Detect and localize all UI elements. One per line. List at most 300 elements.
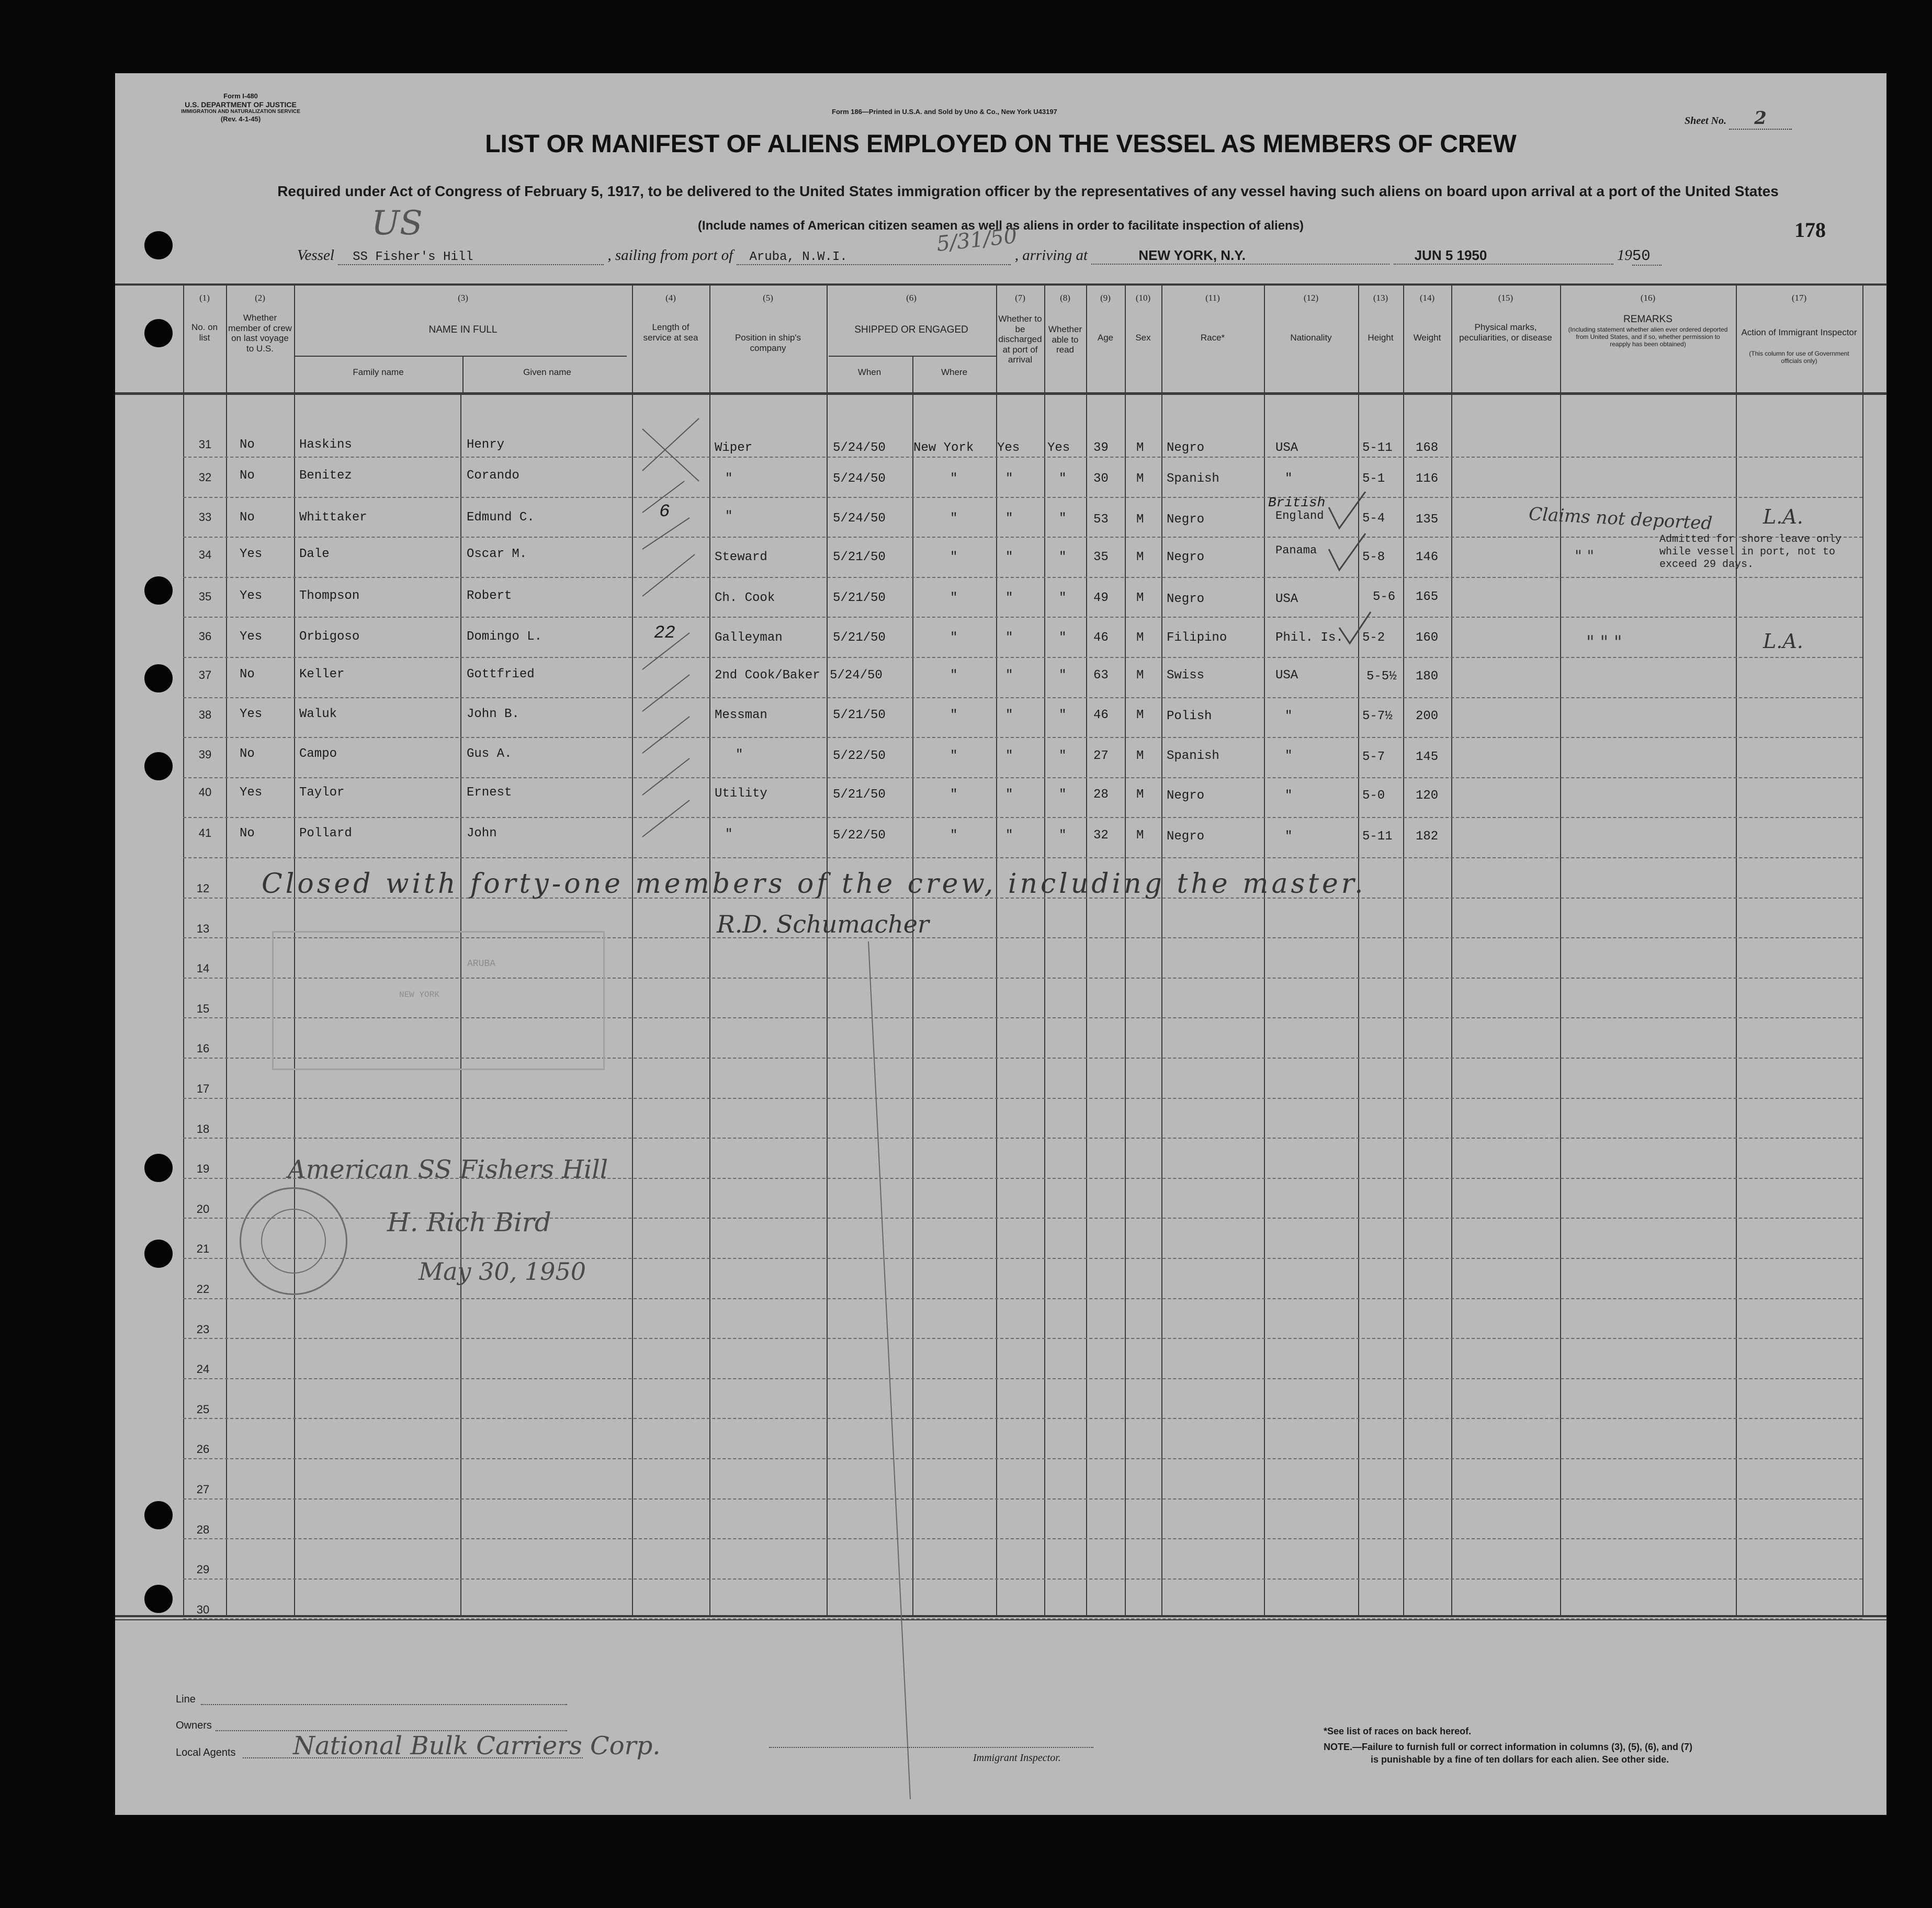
include-note: (Include names of American citizen seamen as well as aliens in order to facilitate inspection of aliens) [697, 219, 1304, 233]
vessel-label: Vessel [297, 247, 334, 264]
shipped-when: 5/24/50 [830, 668, 883, 683]
punch-hole-icon [144, 752, 173, 780]
crew-last-voyage: No [240, 438, 255, 452]
discharged: " [1005, 788, 1013, 802]
race: Negro [1167, 550, 1205, 564]
age: 46 [1093, 631, 1109, 645]
table-bottom-border [115, 1615, 1886, 1617]
discharged: " [1005, 472, 1013, 486]
race: Polish [1167, 709, 1212, 723]
check-mark [642, 675, 690, 711]
crew-last-voyage: No [240, 826, 255, 841]
shipped-when: 5/22/50 [833, 749, 886, 763]
row-rule [183, 1298, 1862, 1299]
sex: M [1136, 828, 1144, 843]
punch-hole-icon [144, 319, 173, 347]
column-number: (14) [1419, 293, 1435, 303]
service-length: 22 [654, 623, 675, 643]
inspector-label: Immigrant Inspector. [973, 1752, 1061, 1764]
sex: M [1136, 668, 1144, 683]
header-weight: Weight [1413, 333, 1441, 343]
punch-hole-icon [144, 231, 173, 259]
sex: M [1136, 631, 1144, 645]
row-number: 37 [198, 668, 212, 682]
header-physical-marks: Physical marks, peculiarities, or disease [1459, 322, 1552, 343]
position: Utility [715, 787, 767, 801]
weight: 120 [1416, 789, 1439, 803]
race: Filipino [1167, 631, 1227, 645]
line-number: 15 [196, 1002, 210, 1015]
age: 53 [1093, 513, 1109, 527]
column-number: (12) [1303, 293, 1319, 303]
subtitle: Required under Act of Congress of February 5, 1917, to be delivered to the United States immigration officer by the representatives of any vessel having such aliens on board upon arrival at a port of the United States [277, 183, 1779, 199]
weight: 160 [1416, 631, 1439, 645]
given-name: Corando [467, 469, 519, 483]
column-divider [709, 283, 710, 1617]
column-number: (6) [906, 293, 917, 303]
header-able-to-read: Whether able to read [1048, 324, 1082, 355]
able-to-read: Yes [1047, 441, 1070, 455]
footer-line-field [201, 1704, 567, 1705]
weight: 200 [1416, 709, 1439, 723]
punch-hole-icon [144, 1585, 173, 1613]
height: 5-7½ [1362, 709, 1393, 723]
age: 28 [1093, 788, 1109, 802]
family-name: Haskins [299, 438, 352, 452]
line-number: 25 [196, 1403, 210, 1416]
form-id-block [178, 92, 303, 123]
handwritten-date: 5/31/50 [935, 224, 1019, 256]
service-check-marks [632, 398, 709, 847]
remark-claims-not-deported: Claims not deported [1528, 503, 1713, 535]
able-to-read: " [1059, 591, 1067, 605]
given-name: Gottfried [467, 667, 535, 682]
family-name: Benitez [299, 469, 352, 483]
sailing-label: , sailing from port of [607, 247, 733, 264]
height: 5-11 [1362, 441, 1393, 455]
race: Negro [1167, 592, 1205, 606]
vessel-name: SS Fisher's Hill [338, 250, 604, 265]
able-to-read: " [1059, 788, 1067, 802]
shipped-where: " [950, 668, 958, 683]
shipped-when: 5/21/50 [833, 788, 886, 802]
us-mark: US [371, 204, 423, 243]
row-number: 34 [198, 548, 212, 561]
position: 2nd Cook/Baker [715, 668, 820, 683]
row-rule [183, 1378, 1862, 1379]
position: " [725, 472, 733, 486]
ship-seal [240, 1187, 347, 1295]
shipped-when: 5/21/50 [833, 708, 886, 722]
check-mark [1329, 533, 1365, 570]
discharged: " [1005, 828, 1013, 843]
race: Negro [1167, 789, 1205, 803]
nationality: " [1285, 749, 1293, 763]
crew-last-voyage: Yes [240, 786, 263, 800]
line-number: 29 [196, 1563, 210, 1576]
note-label: NOTE. [1324, 1742, 1353, 1752]
family-name: Whittaker [299, 510, 367, 525]
discharged: " [1005, 512, 1013, 526]
column-divider [827, 283, 828, 1617]
row-rule [183, 817, 1862, 818]
given-name: Oscar M. [467, 547, 527, 561]
able-to-read: " [1059, 550, 1067, 564]
fine-note [1324, 1742, 1692, 1753]
column-number: (5) [763, 293, 773, 303]
remark-ditto-36: " " " [1586, 632, 1622, 653]
port-from: Aruba, N.W.I. [737, 250, 1011, 265]
nationality-note: British [1268, 495, 1326, 510]
header-remarks: REMARKS [1623, 314, 1673, 325]
given-name: Henry [467, 438, 505, 452]
shipped-where: " [950, 749, 958, 763]
row-rule [183, 1538, 1862, 1539]
line-number: 30 [196, 1603, 210, 1616]
check-mark [642, 418, 699, 471]
line-number: 16 [196, 1042, 210, 1055]
check-mark [642, 717, 690, 753]
family-name: Pollard [299, 826, 352, 841]
position: Wiper [715, 441, 753, 455]
row-number: 32 [198, 471, 212, 484]
sex: M [1136, 550, 1144, 564]
age: 46 [1093, 708, 1109, 722]
line-number: 21 [196, 1242, 210, 1255]
shipped-when: 5/21/50 [833, 631, 886, 645]
column-number: (11) [1205, 293, 1220, 303]
inspector-action-36: L.A. [1763, 630, 1803, 653]
column-divider [1044, 283, 1045, 1617]
column-divider [1403, 283, 1404, 1617]
weight: 168 [1416, 441, 1439, 455]
crew-last-voyage: No [240, 667, 255, 682]
check-mark [1329, 492, 1365, 528]
header-where: Where [941, 367, 968, 377]
remark-line: while vessel in port, not to [1659, 546, 1836, 558]
service-length: 6 [659, 502, 670, 522]
nationality: England [1275, 509, 1324, 523]
header-when: When [857, 367, 882, 377]
height: 5-7 [1362, 750, 1385, 764]
race: Spanish [1167, 472, 1219, 486]
master-signature: H. Rich Bird [387, 1207, 551, 1237]
shipped-where: " [950, 788, 958, 802]
discharged: " [1005, 668, 1013, 683]
arriving-label: , arriving at [1014, 247, 1088, 264]
race: Negro [1167, 441, 1205, 455]
nationality: USA [1275, 441, 1298, 455]
shipped-when: 5/21/50 [833, 550, 886, 564]
remark-ditto-34: " " [1575, 547, 1595, 565]
table-bottom-border-2 [115, 1619, 1886, 1620]
race: Swiss [1167, 668, 1205, 683]
age: 35 [1093, 550, 1109, 564]
line-number: 13 [196, 922, 210, 935]
sex: M [1136, 513, 1144, 527]
discharged: Yes [997, 441, 1020, 455]
column-number: (10) [1135, 293, 1151, 303]
header-shipped-or-engaged: SHIPPED OR ENGAGED [854, 324, 968, 335]
races-note: *See list of races on back hereof. [1324, 1726, 1472, 1736]
sheet-number-block [1685, 108, 1792, 130]
stamp-text: ARUBA [467, 959, 496, 969]
row-rule [183, 577, 1862, 578]
column-divider [1451, 283, 1452, 1617]
row-rule [183, 1098, 1862, 1099]
sex: M [1136, 708, 1144, 722]
header-action-of-inspector: Action of Immigrant Inspector [1741, 327, 1857, 337]
row-rule [183, 697, 1862, 698]
check-mark [642, 554, 695, 596]
stray-line-stroke [868, 941, 910, 1799]
closing-signature: R.D. Schumacher [717, 910, 929, 938]
vessel-signature: American SS Fishers Hill [288, 1155, 608, 1184]
shipped-when: 5/22/50 [833, 828, 886, 843]
check-mark [642, 633, 690, 669]
height: 5-1 [1362, 472, 1385, 486]
sex: M [1136, 749, 1144, 763]
column-divider [226, 283, 227, 1617]
height: 5-8 [1362, 550, 1385, 564]
row-rule [183, 537, 1862, 538]
nationality: USA [1275, 668, 1298, 683]
able-to-read: " [1059, 512, 1067, 526]
column-number: (15) [1498, 293, 1513, 303]
line-number: 12 [196, 882, 210, 895]
footer-agents-value: National Bulk Carriers Corp. [293, 1731, 661, 1761]
closing-statement: Closed with forty-one members of the crew, including the master. [262, 868, 1366, 900]
row-rule [183, 1498, 1862, 1500]
agency-stamp-faded [272, 931, 605, 1070]
column-number: (9) [1100, 293, 1111, 303]
shipped-where: New York [913, 441, 974, 455]
row-number: 35 [198, 590, 212, 603]
remark-shore-leave [1659, 533, 1841, 571]
header-no-on-list: No. on list [191, 322, 218, 343]
shipped-where: " [950, 591, 958, 605]
column-number: (17) [1791, 293, 1807, 303]
row-rule [183, 1138, 1862, 1139]
height: 5-5½ [1366, 669, 1397, 684]
row-rule [183, 1338, 1862, 1339]
crew-last-voyage: Yes [240, 707, 263, 721]
crew-last-voyage: No [240, 747, 255, 761]
position: Galleyman [715, 631, 783, 645]
inspector-action-33: L.A. [1763, 505, 1803, 528]
given-name: Ernest [467, 786, 512, 800]
shipped-when: 5/21/50 [833, 591, 886, 605]
given-name: Robert [467, 589, 512, 603]
line-number: 23 [196, 1323, 210, 1336]
discharged: " [1005, 591, 1013, 605]
stamp-text: NEW YORK [399, 990, 439, 1000]
row-number: 40 [198, 786, 212, 799]
position: " [725, 509, 733, 524]
age: 63 [1093, 668, 1109, 683]
table-top-border [115, 283, 1886, 286]
shipped-where: " [950, 550, 958, 564]
column-divider [183, 283, 184, 1617]
column-divider [1264, 283, 1265, 1617]
nationality: " [1285, 789, 1293, 803]
crew-last-voyage: No [240, 510, 255, 525]
footer-owners-label: Owners [176, 1720, 212, 1731]
crew-last-voyage: No [240, 469, 255, 483]
header-name-in-full: NAME IN FULL [428, 324, 498, 335]
line-number: 22 [196, 1282, 210, 1296]
fine-note-2: is punishable by a fine of ten dollars for each alien. See other side. [1371, 1754, 1669, 1765]
able-to-read: " [1059, 708, 1067, 722]
form-id: Form I-480 [223, 92, 258, 100]
column-divider [1161, 283, 1162, 1617]
page-number: 178 [1794, 218, 1826, 242]
check-mark [642, 518, 690, 549]
arrival-date-stamp: JUN 5 1950 [1394, 247, 1613, 265]
header-height: Height [1368, 333, 1394, 343]
nationality: " [1285, 709, 1293, 723]
height: 5-11 [1362, 830, 1393, 844]
discharged: " [1005, 749, 1013, 763]
discharged: " [1005, 550, 1013, 564]
header-nationality: Nationality [1290, 333, 1332, 343]
inspector-signature-line [769, 1747, 1093, 1748]
column-number: (1) [199, 293, 210, 303]
header-sex: Sex [1135, 333, 1151, 343]
race: Negro [1167, 830, 1205, 844]
header-position: Position in ship's company [735, 333, 801, 353]
race: Spanish [1167, 749, 1219, 763]
column-number: (2) [255, 293, 265, 303]
year-prefix: 19 [1617, 247, 1632, 264]
port-to: NEW YORK, N.Y. [1091, 247, 1389, 265]
column-number: (16) [1640, 293, 1656, 303]
page-title: LIST OR MANIFEST OF ALIENS EMPLOYED ON THE VESSEL AS MEMBERS OF CREW [485, 130, 1517, 158]
line-number: 26 [196, 1443, 210, 1456]
row-rule [183, 497, 1862, 498]
sex: M [1136, 472, 1144, 486]
row-rule [183, 457, 1862, 458]
header-length-of-service: Length of service at sea [643, 322, 698, 343]
revision: (Rev. 4-1-45) [220, 115, 261, 123]
footer-line-label: Line [176, 1694, 196, 1705]
remark-line: exceed 29 days. [1659, 559, 1754, 571]
row-number: 36 [198, 630, 212, 643]
vessel-line [297, 247, 1835, 273]
age: 32 [1093, 828, 1109, 843]
year-suffix: 50 [1632, 247, 1662, 266]
weight: 116 [1416, 472, 1439, 486]
crew-last-voyage: Yes [240, 547, 263, 561]
remark-line: Admitted for shore leave only [1659, 533, 1842, 546]
age: 39 [1093, 441, 1109, 455]
age: 30 [1093, 472, 1109, 486]
shipped-when: 5/24/50 [833, 472, 886, 486]
shipped-where: " [950, 631, 958, 645]
height: 5-6 [1373, 590, 1396, 604]
column-number: (4) [665, 293, 676, 303]
position: Steward [715, 550, 767, 564]
weight: 145 [1416, 750, 1439, 764]
column-divider [1358, 283, 1359, 1617]
printer-line: Form 186—Printed in U.S.A. and Sold by Uno & Co., New York U43197 [832, 108, 1057, 116]
shipped-where: " [950, 472, 958, 486]
height: 5-4 [1362, 512, 1385, 526]
column-divider [1086, 283, 1087, 1617]
row-number: 38 [198, 708, 212, 721]
family-name: Dale [299, 547, 330, 561]
nationality: USA [1275, 592, 1298, 606]
footer-agents-label: Local Agents [176, 1747, 236, 1758]
line-number: 28 [196, 1523, 210, 1536]
column-number: (13) [1373, 293, 1388, 303]
header-discharged: Whether to be discharged at port of arrival [998, 314, 1042, 365]
check-mark [642, 429, 699, 481]
able-to-read: " [1059, 828, 1067, 843]
sheet-label: Sheet No. [1685, 115, 1726, 127]
line-number: 24 [196, 1362, 210, 1376]
discharged: " [1005, 708, 1013, 722]
line-number: 18 [196, 1122, 210, 1135]
nationality-check-marks [1318, 492, 1381, 732]
shipped-where: " [950, 512, 958, 526]
header-remarks-note: (Including statement whether alien ever ordered deported from United States, and if so, whether permission to reapply has been obtained) [1568, 326, 1728, 348]
height: 5-2 [1362, 631, 1385, 645]
punch-hole-icon [144, 1501, 173, 1529]
row-number: 39 [198, 748, 212, 761]
row-rule [183, 737, 1862, 738]
weight: 165 [1416, 590, 1439, 604]
position: Ch. Cook [715, 591, 775, 605]
header-bottom-border [115, 392, 1886, 395]
given-name: Gus A. [467, 747, 512, 761]
weight: 146 [1416, 550, 1439, 564]
race: Negro [1167, 513, 1205, 527]
weight: 182 [1416, 830, 1439, 844]
family-name: Campo [299, 747, 337, 761]
signature-date: May 30, 1950 [419, 1257, 586, 1286]
header-action-note: (This column for use of Government officials only) [1749, 350, 1849, 365]
header-race: Race* [1200, 333, 1225, 343]
crew-last-voyage: Yes [240, 589, 263, 603]
row-rule [183, 1418, 1862, 1419]
able-to-read: " [1059, 749, 1067, 763]
row-rule [183, 657, 1862, 658]
line-number: 20 [196, 1202, 210, 1216]
row-rule [183, 1578, 1862, 1580]
check-mark [642, 758, 690, 795]
punch-hole-icon [144, 1154, 173, 1182]
manifest-sheet [115, 73, 1886, 1815]
given-name: Edmund C. [467, 510, 535, 525]
given-name: Domingo L. [467, 630, 543, 644]
able-to-read: " [1059, 668, 1067, 683]
row-rule [183, 777, 1862, 778]
punch-hole-icon [144, 1240, 173, 1268]
able-to-read: " [1059, 631, 1067, 645]
weight: 180 [1416, 669, 1439, 684]
stray-line [858, 941, 921, 1804]
column-divider [1736, 283, 1737, 1617]
family-name: Taylor [299, 786, 345, 800]
nationality: Phil. Is. [1275, 631, 1343, 645]
line-number: 14 [196, 962, 210, 975]
column-divider [1862, 283, 1863, 1617]
check-mark [1339, 612, 1371, 643]
header-age: Age [1097, 333, 1114, 343]
column-number: (8) [1060, 293, 1070, 303]
shipped-when: 5/24/50 [833, 441, 886, 455]
